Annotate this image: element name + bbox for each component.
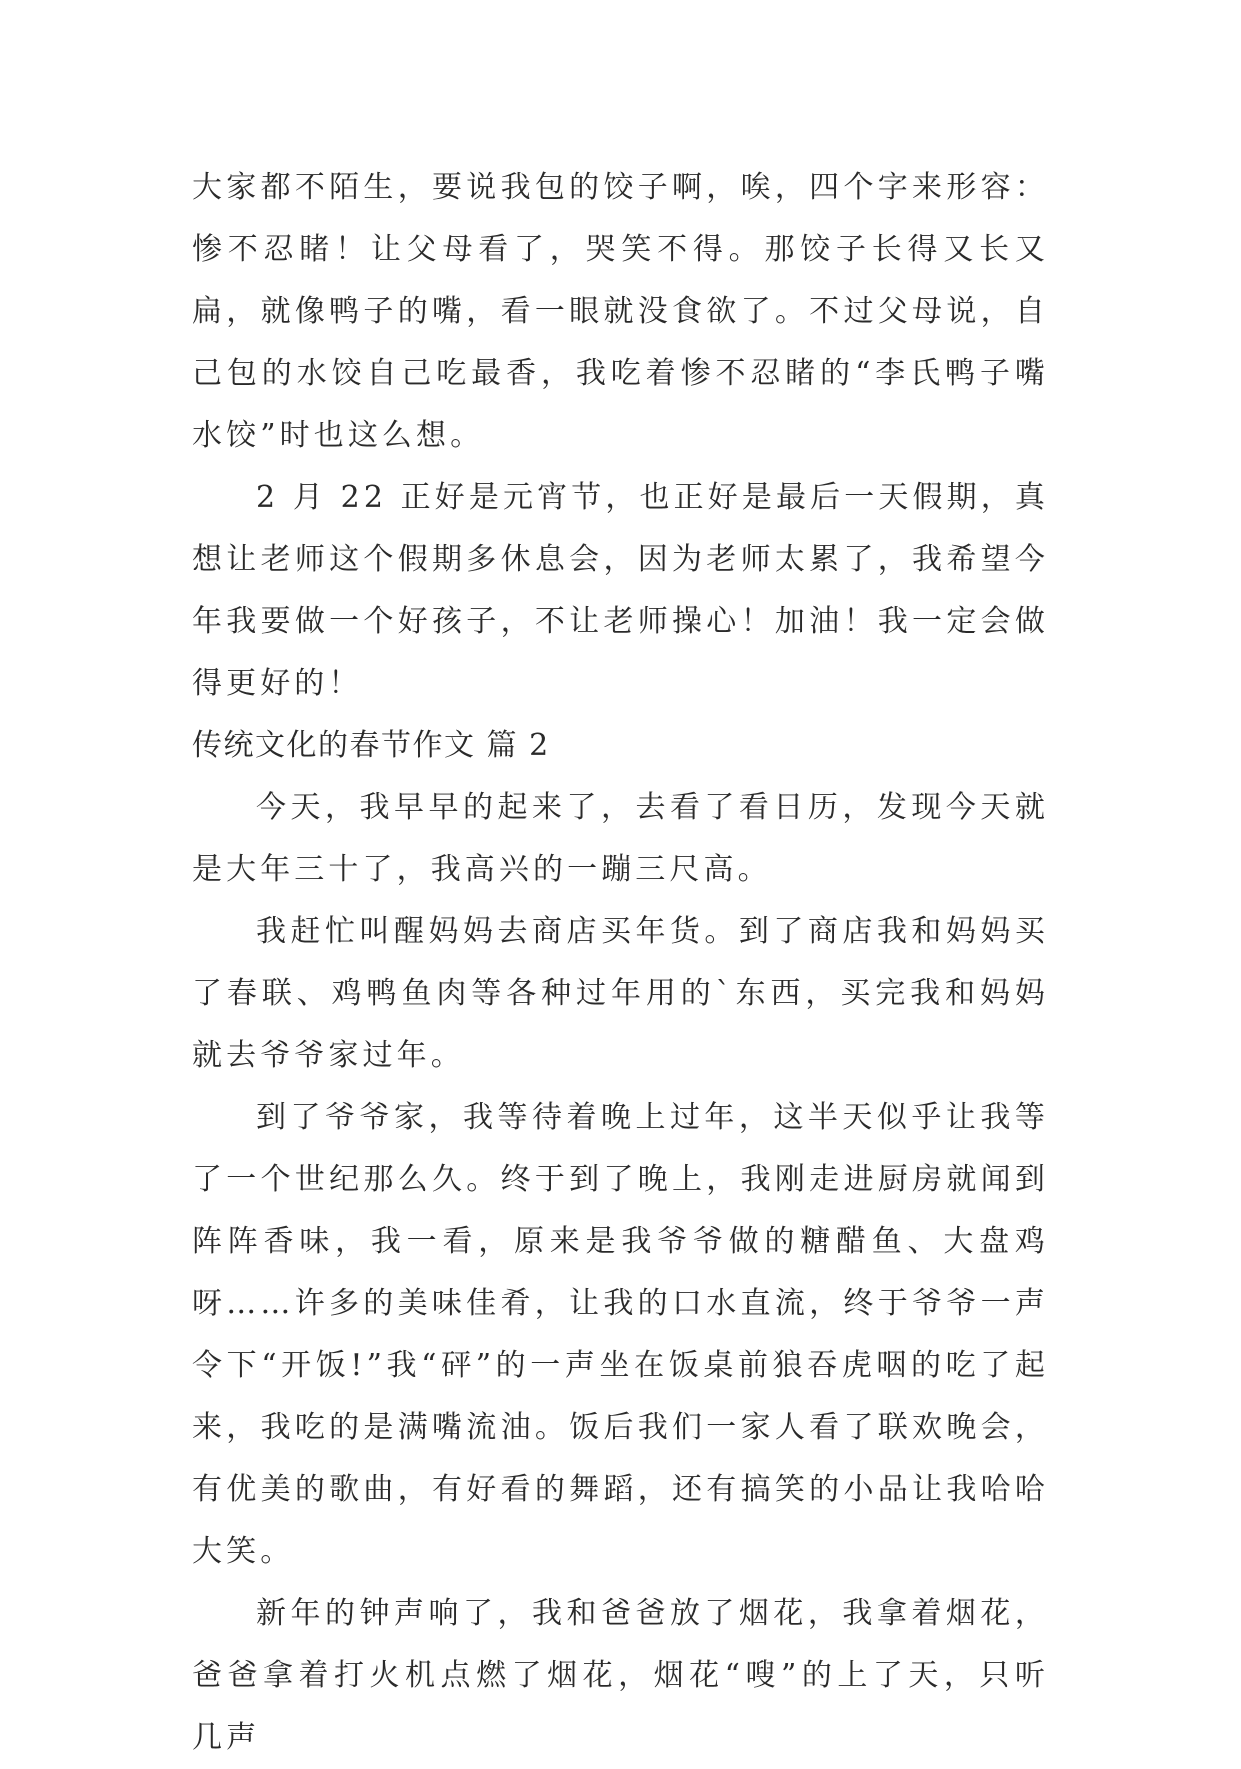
paragraph-dumplings: 大家都不陌生，要说我包的饺子啊，唉，四个字来形容：惨不忍睹！让父母看了，哭笑不得。那饺子长得又长又扁，就像鸭子的嘴，看一眼就没食欲了。不过父母说，自己包的水饺自己吃最香，我吃着惨不忍睹的“李氏鸭子嘴水饺”时也这么想。 <box>192 170 1049 453</box>
paragraph-new-year-eve: 今天，我早早的起来了，去看了看日历，发现今天就是大年三十了，我高兴的一蹦三尺高。 <box>192 790 1049 887</box>
document-page <box>192 157 1049 1769</box>
paragraph-fireworks: 新年的钟声响了，我和爸爸放了烟花，我拿着烟花，爸爸拿着打火机点燃了烟花，烟花“嗖”的上了天，只听几声 <box>192 1596 1049 1755</box>
paragraph-shopping: 我赶忙叫醒妈妈去商店买年货。到了商店我和妈妈买了春联、鸡鸭鱼肉等各种过年用的`东西，买完我和妈妈就去爷爷家过年。 <box>192 914 1049 1073</box>
section-title: 传统文化的春节作文 篇 2 <box>192 728 550 763</box>
paragraph-dinner: 到了爷爷家，我等待着晚上过年，这半天似乎让我等了一个世纪那么久。终于到了晚上，我刚走进厨房就闻到阵阵香味，我一看，原来是我爷爷做的糖醋鱼、大盘鸡呀……许多的美味佳肴，让我的口水直流，终于爷爷一声令下“开饭!”我“砰”的一声坐在饭桌前狼吞虎咽的吃了起来，我吃的是满嘴流油。饭后我们一家人看了联欢晚会，有优美的歌曲，有好看的舞蹈，还有搞笑的小品让我哈哈大笑。 <box>192 1100 1049 1569</box>
paragraph-lantern-festival: 2 月 22 正好是元宵节，也正好是最后一天假期，真想让老师这个假期多休息会，因为老师太累了，我希望今年我要做一个好孩子，不让老师操心！加油！我一定会做得更好的！ <box>192 480 1049 701</box>
